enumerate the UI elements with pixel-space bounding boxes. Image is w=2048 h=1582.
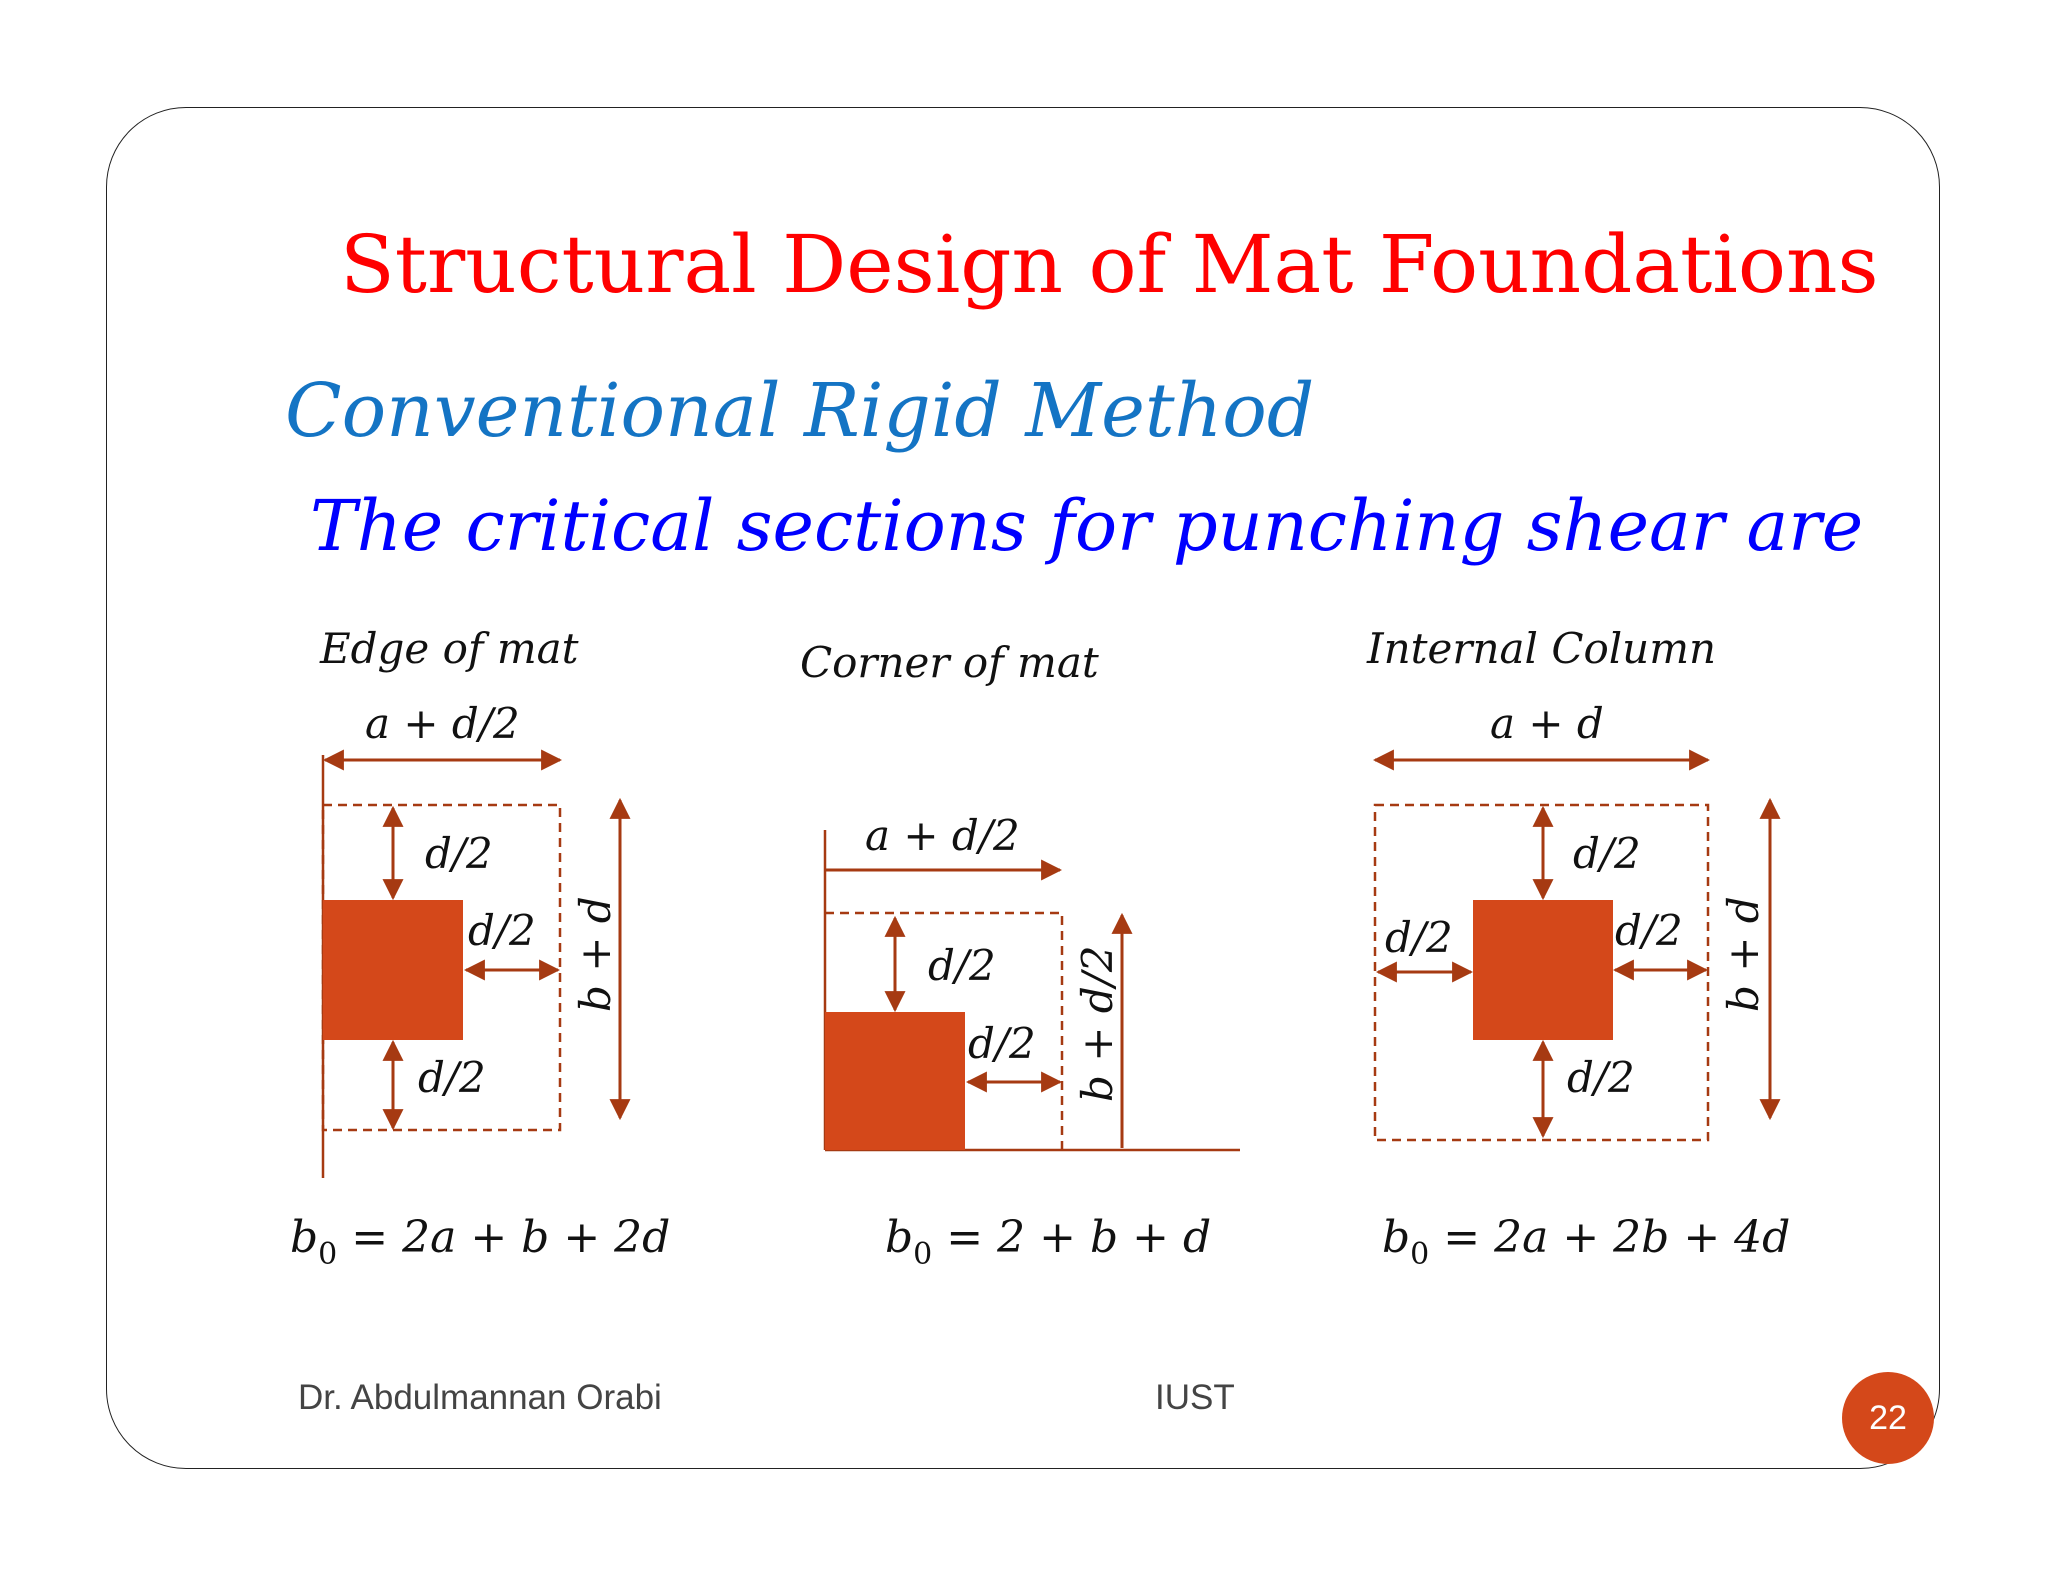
internal-left-d: d/2 [1385, 913, 1453, 962]
edge-bottom-d: d/2 [418, 1053, 486, 1102]
corner-label: Corner of mat [800, 638, 1099, 687]
corner-side-dim: b + d/2 [1073, 945, 1122, 1102]
internal-side-dim: b + d [1719, 896, 1768, 1012]
internal-column-diagram [1366, 624, 1790, 1272]
internal-formula [1382, 1212, 1790, 1272]
corner-top-dim: a + d/2 [865, 811, 1020, 860]
internal-column [1473, 900, 1613, 1040]
edge-column [323, 900, 463, 1040]
edge-formula-sub: 0 [318, 1237, 338, 1272]
edge-of-mat-diagram [290, 624, 670, 1272]
internal-formula-sub: 0 [1410, 1237, 1430, 1272]
corner-formula [885, 1212, 1211, 1272]
internal-bottom-d: d/2 [1567, 1053, 1635, 1102]
corner-formula-rest: = 2 + b + d [932, 1212, 1212, 1263]
slide-statement: The critical sections for punching shear are [310, 485, 1864, 567]
corner-formula-base: b [885, 1212, 914, 1263]
footer-institution: IUST [1155, 1378, 1235, 1417]
edge-label: Edge of mat [320, 624, 579, 673]
corner-right-d: d/2 [968, 1019, 1036, 1068]
edge-side-dim: b + d [571, 896, 620, 1012]
corner-of-mat-diagram [800, 638, 1240, 1272]
internal-label: Internal Column [1367, 624, 1717, 673]
internal-formula-rest: = 2a + 2b + 4d [1429, 1212, 1791, 1263]
corner-column [825, 1012, 965, 1150]
corner-top-d: d/2 [928, 941, 996, 990]
slide-subtitle: Conventional Rigid Method [285, 368, 1315, 454]
internal-formula-base: b [1382, 1212, 1411, 1263]
edge-right-d: d/2 [468, 906, 536, 955]
internal-top-d: d/2 [1573, 829, 1641, 878]
internal-top-dim: a + d [1490, 699, 1604, 748]
slide-title: Structural Design of Mat Foundations [340, 218, 1879, 311]
page-number-badge [1842, 1372, 1934, 1464]
internal-right-d: d/2 [1615, 906, 1683, 955]
edge-formula-base: b [290, 1212, 319, 1263]
edge-top-dim: a + d/2 [365, 699, 520, 748]
corner-formula-sub: 0 [913, 1237, 933, 1272]
footer-author: Dr. Abdulmannan Orabi [298, 1378, 662, 1417]
edge-formula [290, 1212, 670, 1272]
edge-formula-rest: = 2a + b + 2d [337, 1212, 671, 1263]
page-number: 22 [1869, 1398, 1907, 1437]
edge-top-d: d/2 [425, 829, 493, 878]
